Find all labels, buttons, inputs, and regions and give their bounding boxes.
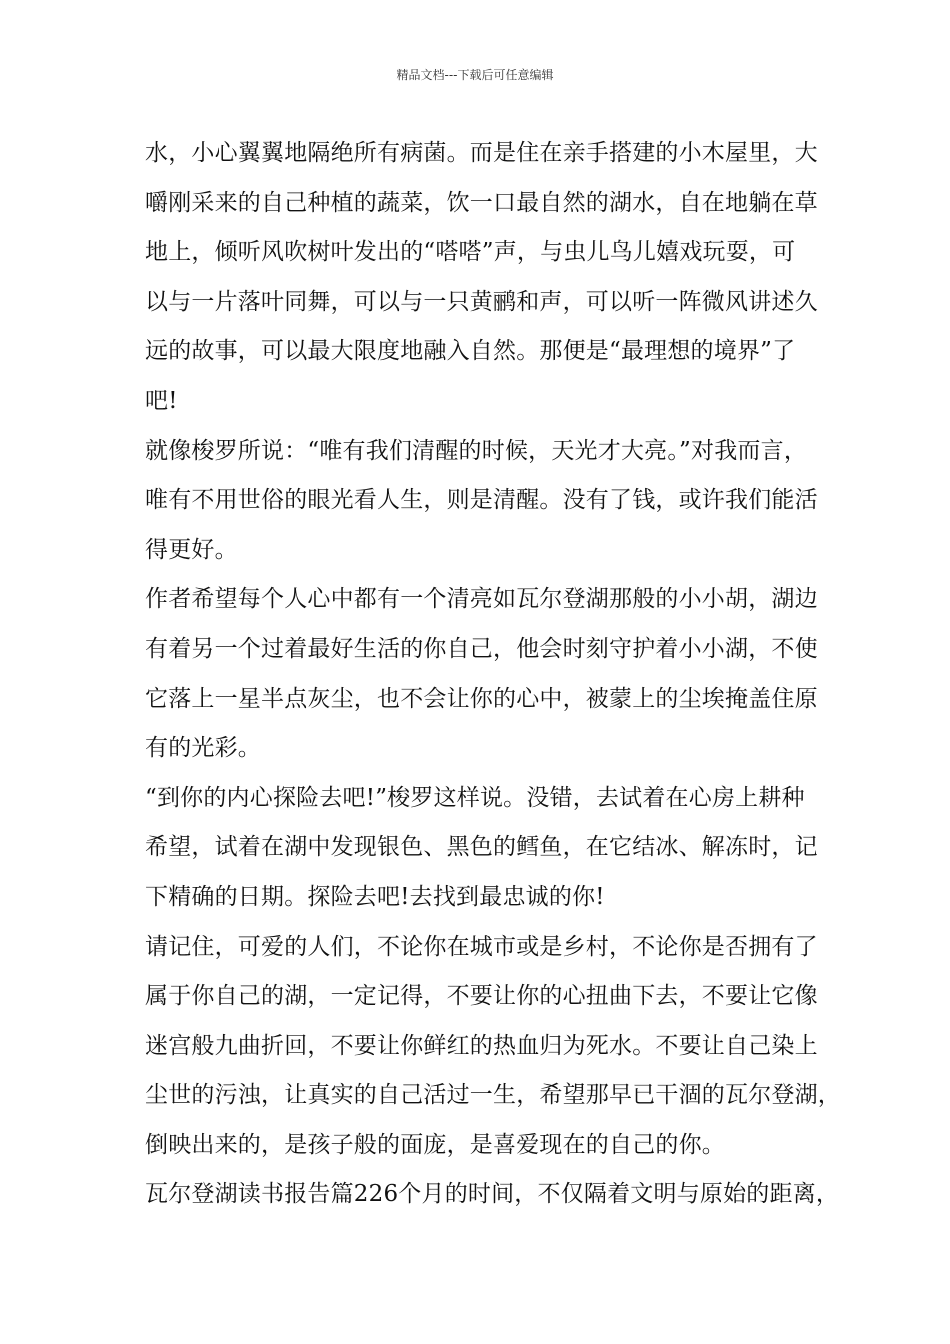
text-line: 请记住，可爱的人们，不论你在城市或是乡村，不论你是否拥有了: [145, 933, 818, 960]
page-header: 精品文档---下载后可任意编辑: [396, 68, 554, 82]
text-line: 属于你自己的湖，一定记得，不要让你的心扭曲下去，不要让它像: [145, 983, 818, 1010]
text-line: 作者希望每个人心中都有一个清亮如瓦尔登湖那般的小小胡，湖边: [145, 586, 818, 613]
text-line: 得更好。: [145, 536, 238, 563]
text-line: 倒映出来的，是孩子般的面庞，是喜爱现在的自己的你。: [145, 1131, 725, 1158]
text-line: 远的故事，可以最大限度地融入自然。那便是“最理想的境界”了: [145, 338, 796, 365]
text-line: 嚼刚采来的自己种植的蔬菜，饮一口最自然的湖水，自在地躺在草: [145, 189, 818, 216]
text-line: 以与一片落叶同舞，可以与一只黄鹂和声，可以听一阵微风讲述久: [145, 288, 818, 315]
text-line: 它落上一星半点灰尘，也不会让你的心中，被蒙上的尘埃掩盖住原: [145, 685, 818, 712]
text-line: 迷宫般九曲折回，不要让你鲜红的热血归为死水。不要让自己染上: [145, 1032, 818, 1059]
text-line: 下精确的日期。探险去吧!去找到最忠诚的你!: [145, 883, 605, 910]
text-line: 就像梭罗所说：“唯有我们清醒的时候，天光才大亮。”对我而言，: [145, 437, 808, 464]
text-line: 唯有不用世俗的眼光看人生，则是清醒。没有了钱，或许我们能活: [145, 487, 818, 514]
text-line: 瓦尔登湖读书报告篇226个月的时间，不仅隔着文明与原始的距离，: [145, 1181, 840, 1208]
text-line: 有着另一个过着最好生活的你自己，他会时刻守护着小小湖，不使: [145, 635, 818, 662]
text-line: 尘世的污浊，让真实的自己活过一生，希望那早已干涸的瓦尔登湖，: [145, 1082, 841, 1109]
text-line: 水，小心翼翼地隔绝所有病菌。而是住在亲手搭建的小木屋里，大: [145, 140, 818, 166]
text-line: 有的光彩。: [145, 735, 261, 762]
text-line: 地上，倾听风吹树叶发出的“嗒嗒”声，与虫儿鸟儿嬉戏玩耍，可: [145, 239, 796, 266]
document-body: [145, 129, 841, 1220]
text-line: 希望，试着在湖中发现银色、黑色的鳕鱼，在它结冰、解冻时，记: [145, 834, 818, 861]
text-line: 吧!: [145, 387, 178, 414]
text-line: “到你的内心探险去吧!”梭罗这样说。没错，去试着在心房上耕种: [145, 784, 805, 811]
